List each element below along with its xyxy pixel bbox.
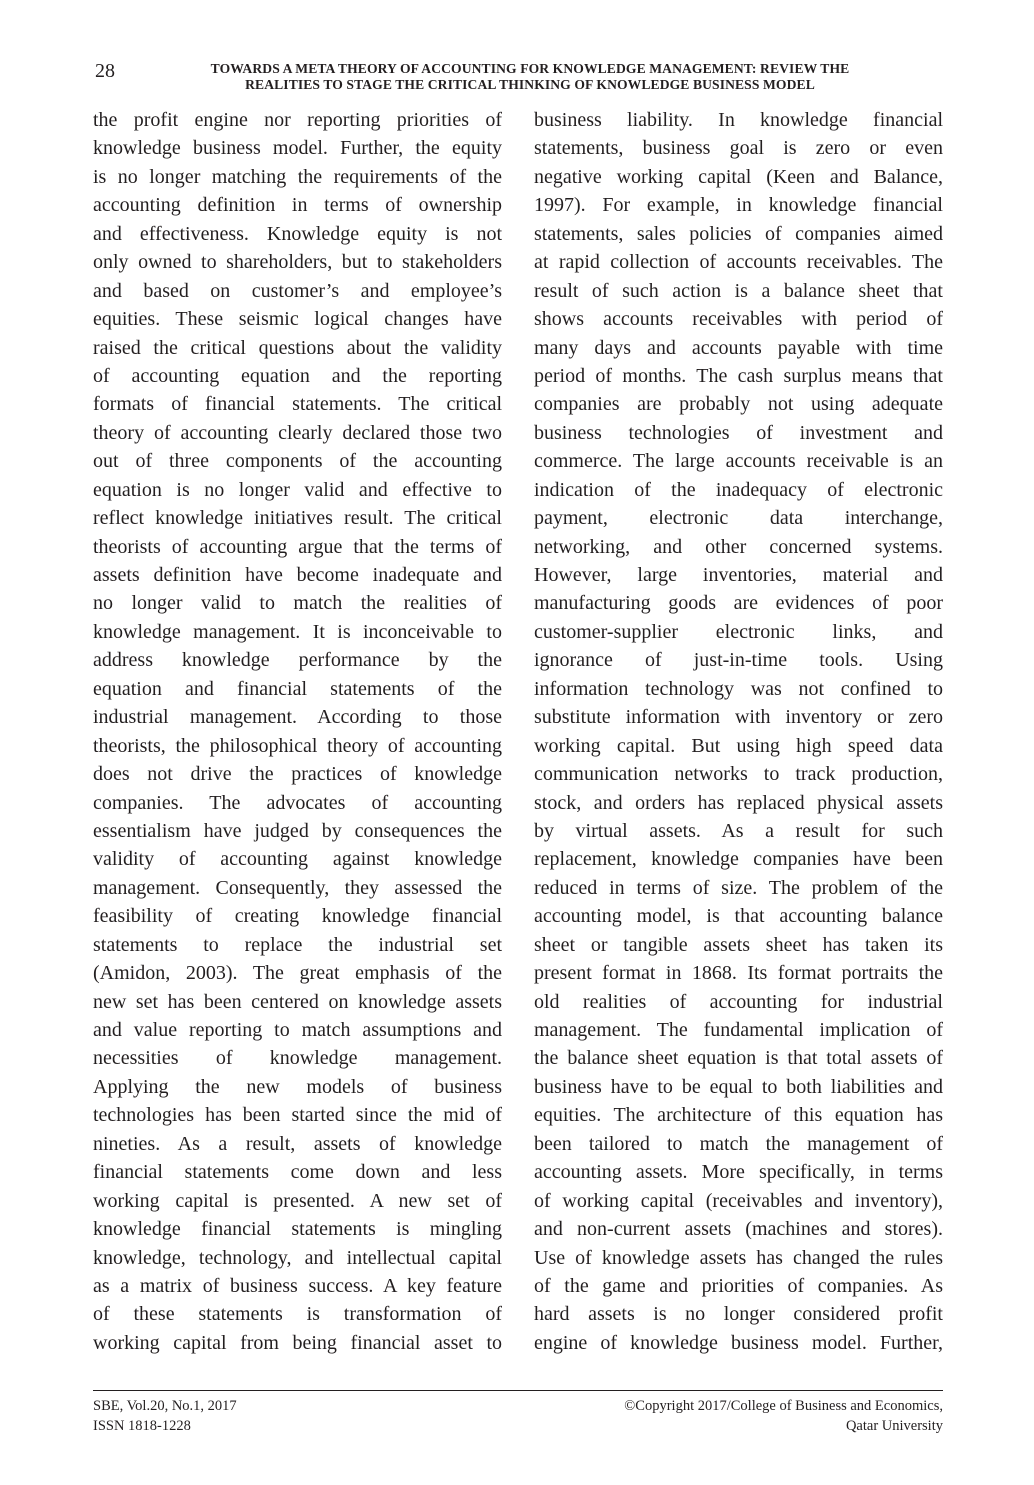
text-line: formats of financial statements. The critical	[93, 393, 502, 416]
text-line: of accounting equation and the reporting	[93, 364, 502, 387]
text-line: substitute information with inventory or zero	[534, 706, 943, 729]
text-line: accounting assets. More specifically, in terms	[534, 1161, 943, 1184]
footer-rule	[93, 1390, 943, 1391]
text-line: 1997). For example, in knowledge financial	[534, 194, 943, 217]
text-line: the profit engine nor reporting priorities of	[93, 109, 502, 131]
text-line: negative working capital (Keen and Balance,	[534, 165, 943, 188]
text-line: theory of accounting clearly declared those two	[93, 421, 502, 444]
text-line: payment, electronic data interchange,	[534, 507, 943, 530]
text-line: result of such action is a balance sheet that	[534, 279, 943, 302]
text-line: many days and accounts payable with time	[534, 336, 943, 359]
text-line: and value reporting to match assumptions and	[93, 1019, 502, 1041]
text-line: of working capital (receivables and inventory),	[534, 1189, 943, 1212]
text-line: reduced in terms of size. The problem of the	[534, 876, 943, 899]
text-line: period of months. The cash surplus means that	[534, 364, 943, 387]
text-line: management. Consequently, they assessed the	[93, 876, 502, 899]
text-line: companies. The advocates of accounting	[93, 791, 502, 814]
text-line: ignorance of just-in-time tools. Using	[534, 649, 943, 672]
text-line: theorists, the philosophical theory of accounting	[93, 734, 502, 757]
text-line: and based on customer’s and employee’s	[93, 279, 502, 302]
text-line: theorists of accounting argue that the terms of	[93, 535, 502, 558]
text-line: the balance sheet equation is that total assets of	[534, 1047, 943, 1070]
left-column	[93, 106, 502, 1357]
text-line: shows accounts receivables with period of	[534, 308, 943, 331]
footer-left	[93, 1396, 237, 1436]
text-line: only owned to shareholders, but to stakeholders	[93, 251, 502, 274]
text-line: working capital from being financial asset to	[93, 1331, 502, 1354]
text-line: as a matrix of business success. A key feature	[93, 1274, 502, 1297]
text-line: business liability. In knowledge financial	[534, 109, 943, 131]
text-line: working capital. But using high speed data	[534, 734, 943, 757]
text-line: equation is no longer valid and effective to	[93, 478, 502, 501]
text-line: is no longer matching the requirements of the	[93, 165, 502, 188]
text-line: financial statements come down and less	[93, 1161, 502, 1184]
text-line: management. The fundamental implication of	[534, 1019, 943, 1041]
footer-right	[624, 1396, 943, 1436]
text-line: address knowledge performance by the	[93, 649, 502, 672]
text-line: new set has been centered on knowledge assets	[93, 990, 502, 1013]
text-line: out of three components of the accounting	[93, 450, 502, 473]
copyright-notice: ©Copyright 2017/College of Business and Economics,	[624, 1398, 943, 1414]
text-line: does not drive the practices of knowledge	[93, 763, 502, 786]
text-line: necessities of knowledge management.	[93, 1047, 502, 1070]
text-line: feasibility of creating knowledge financial	[93, 905, 502, 928]
text-line: no longer valid to match the realities of	[93, 592, 502, 615]
text-line: knowledge financial statements is mingling	[93, 1218, 502, 1241]
text-line: business technologies of investment and	[534, 421, 943, 444]
text-line: accounting definition in terms of ownership	[93, 194, 502, 217]
text-line: industrial management. According to those	[93, 706, 502, 729]
text-line: stock, and orders has replaced physical assets	[534, 791, 943, 814]
right-column	[534, 106, 943, 1357]
text-line: equation and financial statements of the	[93, 677, 502, 700]
text-line: essentialism have judged by consequences the	[93, 819, 502, 842]
text-line: replacement, knowledge companies have been	[534, 848, 943, 871]
text-line: been tailored to match the management of	[534, 1132, 943, 1155]
running-header-line-2: REALITIES TO STAGE THE CRITICAL THINKING OF KNOWLEDGE BUSINESS MODEL	[245, 77, 815, 92]
text-line: nineties. As a result, assets of knowledge	[93, 1132, 502, 1155]
text-line: raised the critical questions about the validity	[93, 336, 502, 359]
page-number: 28	[95, 60, 115, 82]
text-line: information technology was not confined to	[534, 677, 943, 700]
text-line: However, large inventories, material and	[534, 564, 943, 586]
text-line: engine of knowledge business model. Further,	[534, 1331, 943, 1354]
text-line: accounting model, is that accounting balance	[534, 905, 943, 928]
text-line: and effectiveness. Knowledge equity is not	[93, 222, 502, 245]
text-line: statements to replace the industrial set	[93, 933, 502, 956]
text-line: old realities of accounting for industrial	[534, 990, 943, 1013]
text-line: knowledge, technology, and intellectual capital	[93, 1246, 502, 1269]
text-line: companies are probably not using adequate	[534, 393, 943, 416]
text-line: statements, business goal is zero or even	[534, 137, 943, 160]
running-header	[135, 61, 925, 93]
journal-citation: SBE, Vol.20, No.1, 2017	[93, 1398, 237, 1414]
text-line: hard assets is no longer considered profit	[534, 1303, 943, 1326]
text-line: sheet or tangible assets sheet has taken its	[534, 933, 943, 956]
text-line: assets definition have become inadequate and	[93, 564, 502, 586]
text-line: customer-supplier electronic links, and	[534, 620, 943, 643]
text-line: technologies has been started since the mid of	[93, 1104, 502, 1127]
text-line: at rapid collection of accounts receivables. The	[534, 251, 943, 274]
text-line: validity of accounting against knowledge	[93, 848, 502, 871]
text-line: knowledge business model. Further, the equity	[93, 137, 502, 160]
running-header-line-1: TOWARDS A META THEORY OF ACCOUNTING FOR KNOWLEDGE MANAGEMENT: REVIEW THE	[210, 61, 850, 76]
text-line: Use of knowledge assets has changed the rules	[534, 1246, 943, 1269]
text-line: and non-current assets (machines and stores).	[534, 1218, 943, 1241]
text-line: working capital is presented. A new set of	[93, 1189, 502, 1212]
text-line: commerce. The large accounts receivable is an	[534, 450, 943, 473]
text-line: statements, sales policies of companies aimed	[534, 222, 943, 245]
text-line: Applying the new models of business	[93, 1075, 502, 1098]
text-line: by virtual assets. As a result for such	[534, 819, 943, 842]
text-line: manufacturing goods are evidences of poor	[534, 592, 943, 615]
text-line: of these statements is transformation of	[93, 1303, 502, 1326]
text-line: networking, and other concerned systems.	[534, 535, 943, 558]
text-line: equities. The architecture of this equation has	[534, 1104, 943, 1127]
body-text	[93, 106, 943, 1366]
text-line: equities. These seismic logical changes have	[93, 308, 502, 331]
text-line: reflect knowledge initiatives result. The critical	[93, 507, 502, 530]
text-line: indication of the inadequacy of electronic	[534, 478, 943, 501]
issn: ISSN 1818-1228	[93, 1418, 191, 1434]
text-line: (Amidon, 2003). The great emphasis of the	[93, 962, 502, 985]
text-line: communication networks to track production,	[534, 763, 943, 786]
text-line: of the game and priorities of companies. As	[534, 1274, 943, 1297]
text-line: knowledge management. It is inconceivable to	[93, 620, 502, 643]
text-line: business have to be equal to both liabilities and	[534, 1075, 943, 1098]
institution: Qatar University	[845, 1418, 943, 1434]
text-line: present format in 1868. Its format portraits the	[534, 962, 943, 985]
